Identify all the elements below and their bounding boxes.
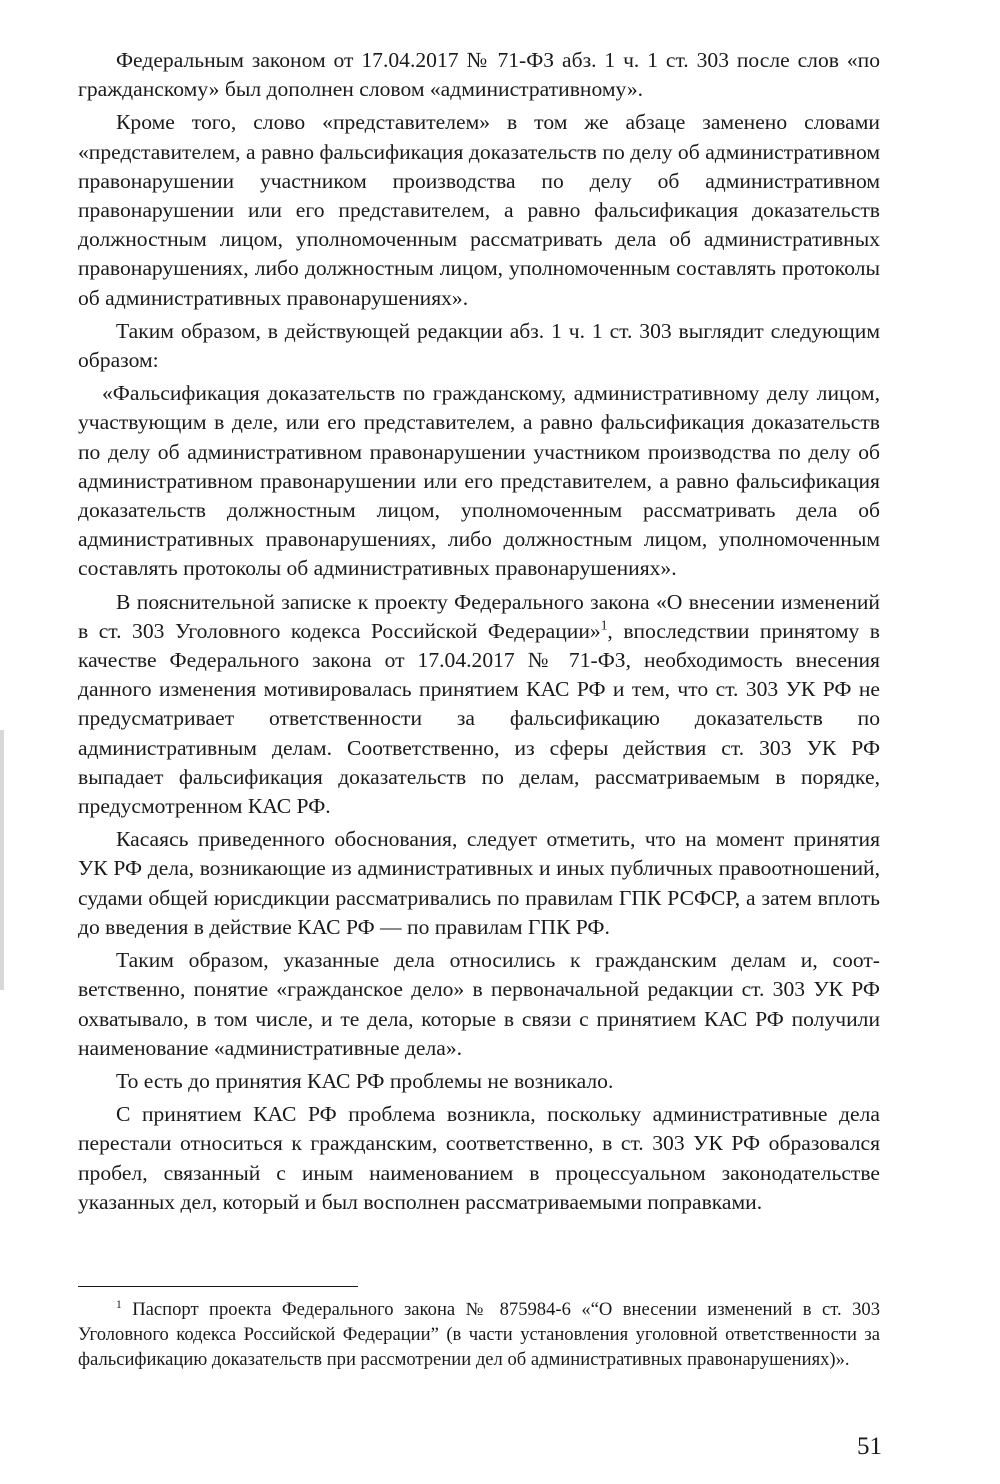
page-number: 51: [857, 1433, 882, 1460]
paragraph-quoted-article: «Фальсификация доказательств по гражданскому, административному делу лицом, участвующим в деле, или его представителем, а равно фальсификация доказательств по делу об административном правонарушении участником производства по делу об административном правонарушении или его представителем, а равно фальсификация доказательств должностным лицом, уполномоченным рассматривать дела об административных правонарушениях, либо должностным лицом, уполномоченным составлять протоколы об административных правонарушениях».: [78, 381, 880, 581]
footnotes: [78, 1298, 880, 1372]
footnote-1: [78, 1298, 880, 1372]
paragraph-no-problem: То есть до принятия КАС РФ проблемы не возникало.: [116, 1068, 614, 1093]
explanatory-note-rest: впоследствии принятому в качестве Федерального закона от 17.04.2017 № 71-ФЗ, необходимость внесения данного изменения мотивировалась принятием КАС РФ и тем, что ст. 303 УК РФ не предусматривает ответственности за фальсификацию доказательств по административным делам. Соответственно, из сферы действия ст. 303 УК РФ выпадает фальсификация доказательств по делам, рассматриваемым в порядке, предусмотренном КАС РФ.: [78, 618, 881, 819]
footnote-separator: [78, 1286, 358, 1287]
paragraph-current-wording-intro: Таким образом, в действующей редакции абз. 1 ч. 1 ст. 303 выглядит следующим образом:: [78, 318, 880, 373]
footnote-text: Паспорт проекта Федерального закона № 875984-6 «“О внесении изменений в ст. 303 Уголовного кодекса Российской Федерации” (в части установления уголовной ответственности за фальсификацию доказательств при рассмотрении дел об административных правонарушениях)».: [78, 1299, 881, 1370]
main-text: [78, 46, 880, 1221]
footnote-marker-tail: ,: [607, 618, 613, 643]
explanatory-note-lead: В пояснительной записке к проекту Федерального закона «О внесении изменений в ст. 303 Уголовного кодекса Российской Федерации»: [78, 589, 880, 643]
footnote-number: 1: [116, 1298, 122, 1311]
paragraph-amendment-note: Федеральным законом от 17.04.2017 № 71-ФЗ абз. 1 ч. 1 ст. 303 после слов «по гражданскому» был дополнен словом «административному».: [78, 48, 880, 102]
paragraph-replacement-words: Кроме того, слово «представителем» в том же абзаце заменено словами «представителем, а равно фальсификация доказательств по делу об административном правонарушении участником производства по делу об административном правонарушении или его представителем, а равно фальсификация доказательств должностным лицом, уполномоченным рассматривать дела об административных правонарушениях, либо должностным лицом, уполномоченным составлять протоколы об административных правонарушениях».: [78, 110, 880, 310]
paragraph-gap-filled: С принятием КАС РФ проблема возникла, поскольку административные дела перестали относиться к гражданским, соответственно, в ст. 303 УК РФ образовался пробел, связанный с иным наименованием в процессуальном законодательстве указанных дел, который и был восполнен рассматриваемыми поправками.: [78, 1102, 880, 1214]
paragraph-explanatory-note: [78, 588, 880, 822]
paragraph-civil-cases: Таким образом, указанные дела относились к гражданским делам и, соответственно, понятие «гражданское дело» в первоначальной редакции ст. 303 УК РФ охватывало, в том числе, и те дела, которые в связи с принятием КАС РФ получили наименование «административные дела».: [78, 948, 880, 1060]
footnote-marker: 1: [600, 617, 608, 633]
scan-edge-shadow: [0, 730, 4, 990]
paragraph-justification-comment: Касаясь приведенного обоснования, следует отметить, что на момент принятия УК РФ дела, возникающие из административных и иных публичных правоотношений, судами общей юрисдикции рассматривались по правилам ГПК РСФСР, а затем вплоть до введения в действие КАС РФ — по правилам ГПК РФ.: [78, 827, 880, 939]
